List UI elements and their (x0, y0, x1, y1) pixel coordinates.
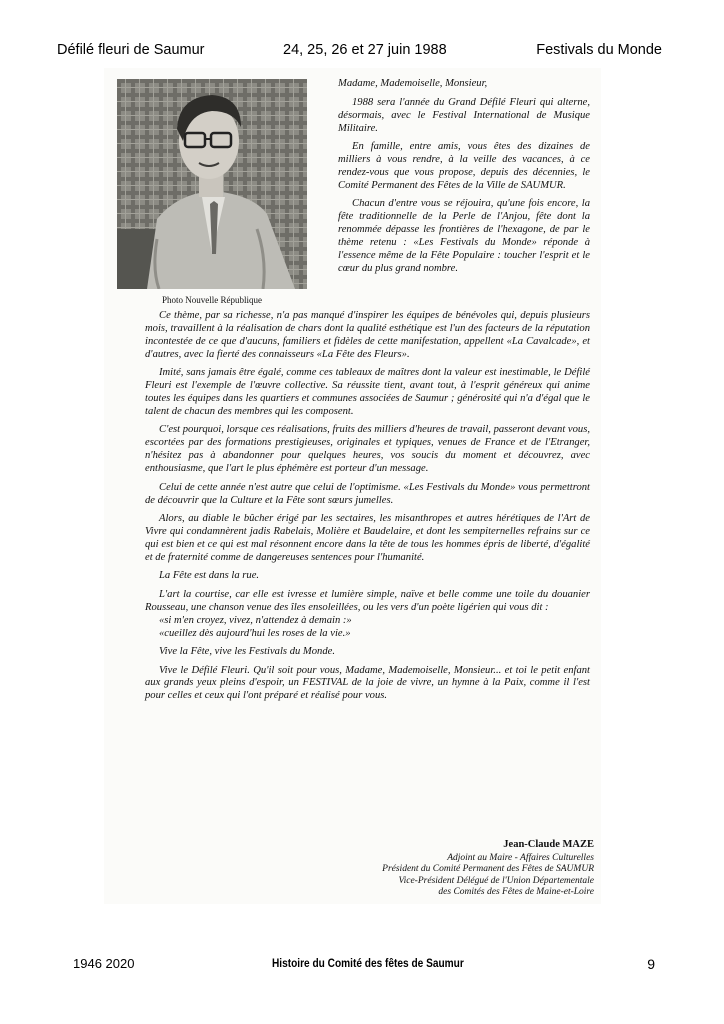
footer-years: 1946 2020 (73, 956, 135, 971)
paragraph: En famille, entre amis, vous êtes des dizaines de milliers à vous rendre, à la veille des vacances, à ce rendez-vous que vous propose, depuis des décennies, le Comité Permanent des Fêtes de la Ville de SAUMUR. (338, 141, 590, 191)
paragraph: L'art la courtise, car elle est ivresse et lumière simple, naïve et belle comme une toile du douanier Rousseau, une chanson venue des îles ensoleillées, ou les vers d'un poète ligérien qui vous dit : (145, 588, 590, 613)
body-text (145, 310, 590, 709)
paragraph: Celui de cette année n'est autre que celui de l'optimisme. «Les Festivals du Monde» vous permettront de découvrir que la Culture et la Fête sont sœurs jumelles. (145, 481, 590, 506)
paragraph: 1988 sera l'année du Grand Défilé Fleuri qui alterne, désormais, avec le Festival International de Musique Militaire. (338, 96, 590, 134)
paragraph: Ce thème, par sa richesse, n'a pas manqué d'inspirer les équipes de bénévoles qui, depuis plusieurs mois, travaillent à la réalisation de chars dont la qualité esthétique est l'un des facteurs de la réputation incontestée de ce que d'aucuns, familiers et fidèles de cette manifestation, appellent «La Cavalcade», et d'autres, avec la fierté des connaisseurs «La Fête des Fleurs». (145, 310, 590, 360)
photo-caption: Photo Nouvelle République (162, 295, 262, 305)
signatory-title: Vice-Président Délégué de l'Union Départementale (398, 875, 594, 886)
poem-quote-line: «si m'en croyez, vivez, n'attendez à demain :» (159, 614, 352, 626)
signatory-title: Adjoint au Maire - Affaires Culturelles (447, 852, 594, 863)
poem-quote-line: «cueillez dès aujourd'hui les roses de la vie.» (159, 627, 351, 639)
signatory-title: des Comités des Fêtes de Maine-et-Loire (438, 887, 594, 898)
signatory-name: Jean-Claude MAZE (503, 839, 594, 850)
page-number: 9 (647, 956, 655, 972)
footer-title: Histoire du Comité des fêtes de Saumur (272, 958, 464, 970)
header-dates: 24, 25, 26 et 27 juin 1988 (283, 42, 447, 58)
header-title-left: Défilé fleuri de Saumur (57, 42, 205, 58)
paragraph: C'est pourquoi, lorsque ces réalisations, fruits des milliers d'heures de travail, passeront devant vous, escortées par des formations prestigieuses, originales et typiques, venues de France et de l'Etranger, n'hésitez pas à abandonner pour quelques heures, vos soucis du moment et découvrez, avec enthousiasme, que l'art le plus éphémère est porteur d'un message. (145, 424, 590, 475)
paragraph: Chacun d'entre vous se réjouira, qu'une fois encore, la fête traditionnelle de la Perle de l'Anjou, fête dont la renommée dépasse les frontières de l'hexagone, de par le thème retenu : «Les Festivals du Monde» réponde à l'essence même de la Fête Populaire : toucher l'esprit et le cœur du plus grand nombre. (338, 198, 590, 274)
paragraph: Alors, au diable le bûcher érigé par les sectaires, les misanthropes et autres hérétiques de l'Art de Vivre qui condamnèrent jadis Rabelais, Molière et Baudelaire, et dont les sempiternelles refrains sur ce qui est bien et ce qui est mal résonnent encore dans la tête de tous les hommes épris de liberté, d'égalité et de fraternité comme de dangereuses sentences pour l'humanité. (145, 513, 590, 563)
paragraph: La Fête est dans la rue. (159, 570, 260, 582)
portrait-photo (117, 79, 307, 289)
paragraph: Vive la Fête, vive les Festivals du Monde. (159, 646, 336, 657)
intro-text (338, 78, 590, 281)
header-title-right: Festivals du Monde (536, 42, 662, 58)
paragraph: Imité, sans jamais être égalé, comme ces tableaux de maîtres dont la valeur est inestimable, le Défilé Fleuri est l'exemple de l'œuvre collective. Sa réussite tient, avant tout, à l'esprit généreux qui anime toutes les équipes dans les quartiers et communes associées de Saumur ; générosité qui n'a d'égal que le talent de chacun des membres qui les composent. (145, 367, 590, 417)
paragraph: Vive le Défilé Fleuri. Qu'il soit pour vous, Madame, Mademoiselle, Monsieur... et toi le petit enfant aux grands yeux pleins d'espoir, un FESTIVAL de la joie de vivre, un hymne à la Paix, comme il l'est pour celles et ceux qui l'ont préparé et réalisé pour vous. (145, 664, 590, 702)
signatory-title: Président du Comité Permanent des Fêtes de SAUMUR (382, 864, 594, 875)
signature-block (382, 839, 594, 899)
portrait-illustration (117, 79, 307, 289)
greeting: Madame, Mademoiselle, Monsieur, (338, 78, 488, 89)
